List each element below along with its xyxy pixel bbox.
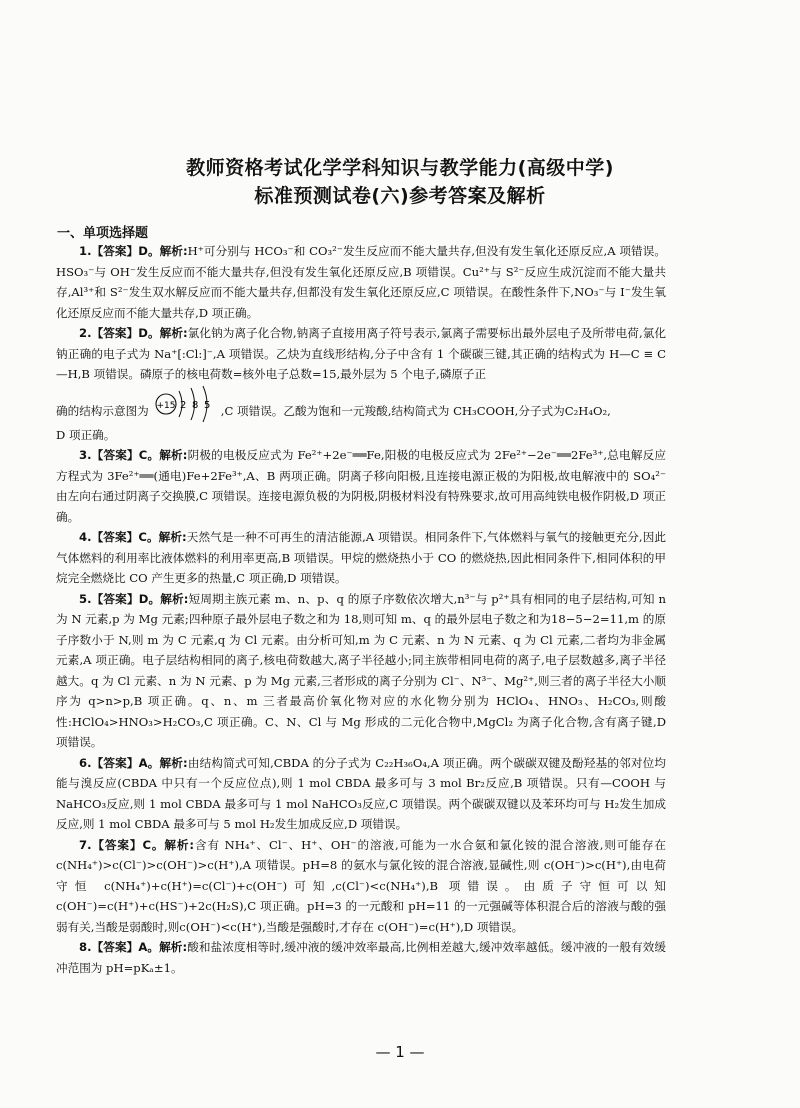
- answer-item-1: [56, 241, 666, 323]
- page-title: 教师资格考试化学学科知识与教学能力(高级中学): [186, 157, 614, 179]
- answer-item-5: [56, 589, 666, 753]
- answer-key: 【答案】C。解析:: [91, 448, 188, 462]
- answer-number: 4.: [79, 530, 92, 544]
- answer-item-4: [56, 527, 666, 589]
- answer-item-3: [56, 445, 666, 527]
- answer-text: 含有 NH₄⁺、Cl⁻、H⁺、OH⁻的溶液,可能为一水合氨和氯化铵的混合溶液,则可能存在 c(NH₄⁺)>c(Cl⁻)>c(OH⁻)>c(H⁺),A 项错误。pH=8 的氨水与氯化铵的混合溶液,显碱性,则 c(OH⁻)>c(H⁺),由电荷守恒 c(NH₄⁺)+c(H⁺)=c(Cl⁻)+c(OH⁻)可知,c(Cl⁻)<c(NH₄⁺),B 项错误。由质子守恒可以知 c(OH⁻)=c(H⁺)+c(HS⁻)+2c(H₂S),C 项正确。pH=3 的一元酸和 pH=11 的一元强碱等体积混合后的溶液与酸的强弱有关,当酸是弱酸时,则c(OH⁻)<c(H⁺),当酸是强酸时,才存在 c(OH⁻)=c(H⁺),D 项错误。: [56, 837, 666, 934]
- answer-item-2: [56, 323, 666, 385]
- answer-item-2-end: [56, 425, 666, 446]
- answer-list: [56, 241, 666, 978]
- answer-text: 氯化钠为离子化合物,钠离子直接用离子符号表示,氯离子需要标出最外层电子及所带电荷,氯化钠正确的电子式为 Na⁺[:Cl:]⁻,A 项错误。乙炔为直线形结构,分子中含有 1 个碳碳三键,其正确的结构式为 H—C ≡ C—H,B 项错误。磷原子的核电荷数=核外电子总数=15,最外层为 5 个电子,磷原子正: [56, 326, 667, 381]
- answer-number: 8.: [79, 940, 92, 954]
- answer-number: 1.: [79, 244, 92, 258]
- answer-key: 【答案】A。解析:: [91, 940, 188, 954]
- page-subtitle: 标准预测试卷(六)参考答案及解析: [254, 185, 546, 207]
- answer-key: 【答案】A。解析:: [91, 755, 188, 770]
- atom-shell-3-electrons: 5: [203, 399, 211, 411]
- answer-text: D 项正确。: [56, 427, 116, 442]
- answer-number: 5.: [79, 591, 92, 606]
- answer-text: 天然气是一种不可再生的清洁能源,A 项错误。相同条件下,气体燃料与氧气的接触更充分,因此气体燃料的利用率比液体燃料的利用率更高,B 项错误。甲烷的燃烧热小于 CO 的燃烧热,因此相同条件下,相同体积的甲烷完全燃烧比 CO 产生更多的热量,C 项正确,D 项错误。: [56, 530, 666, 585]
- section-heading: 一、单项选择题: [57, 226, 149, 241]
- answer-text: 确的结构示意图为: [56, 403, 149, 418]
- answer-number: 7.: [79, 837, 92, 852]
- answer-text: 阴极的电极反应式为 Fe²⁺+2e⁻══Fe,阳极的电极反应式为 2Fe²⁺−2e⁻══2Fe³⁺,总电解反应方程式为 3Fe²⁺══(通电)Fe+2Fe³⁺,A、B 两项正确。阴离子移向阳极,且连接电源正极的为阳极,故电解液中的 SO₄²⁻由左向右通过阴离子交换膜,C 项错误。连接电源负极的为阴极,阴极材料没有特殊要求,故可用高纯铁电极作阴极,D 项正确。: [56, 448, 666, 524]
- answer-item-6: [56, 753, 666, 835]
- answer-item-8: [56, 937, 666, 978]
- answer-number: 6.: [79, 755, 92, 770]
- phosphorus-atom-structure-diagram: [153, 385, 217, 439]
- answer-number: 2.: [79, 326, 92, 340]
- answer-text: 酸和盐浓度相等时,缓冲液的缓冲效率最高,比例相差越大,缓冲效率越低。缓冲液的一般有效缓冲范围为 pH=pKₐ±1。: [56, 940, 666, 975]
- answer-text: H⁺可分别与 HCO₃⁻和 CO₃²⁻发生反应而不能大量共存,但没有发生氧化还原反应,A 项错误。HSO₃⁻与 OH⁻发生反应而不能大量共存,但没有发生氧化还原反应,B 项错误。Cu²⁺与 S²⁻反应生成沉淀而不能大量共存,Al³⁺和 S²⁻发生双水解反应而不能大量共存,但都没有发生氧化还原反应,C 项错误。在酸性条件下,NO₃⁻与 I⁻发生氧化还原反应而不能大量共存,D 项正确。: [56, 244, 666, 320]
- answer-text: 短周期主族元素 m、n、p、q 的原子序数依次增大,n³⁻与 p²⁺具有相同的电子层结构,可知 n 为 N 元素,p 为 Mg 元素;四种原子最外层电子数之和为 18,则可知 m、q 的最外层电子数之和为18−5−2=11,m 的原子序数小于 N,则 m 为 C 元素,q 为 Cl 元素。由分析可知,m 为 C 元素、n 为 N 元素、q 为 Cl 元素,二者均为非金属元素,A 项正确。电子层结构相同的离子,核电荷数越大,离子半径越小;同主族带相同电荷的离子,电子层数越多,离子半径越大。q 为 Cl 元素、n 为 N 元素、p 为 Mg 元素,三者形成的离子分别为 Cl⁻、N³⁻、Mg²⁺,则三者的离子半径大小顺序为 q>n>p,B 项正确。q、n、m 三者最高价氧化物对应的水化物分别为 HClO₄、HNO₃、H₂CO₃,则酸性:HClO₄>HNO₃>H₂CO₃,C 项正确。C、N、Cl 与 Mg 形成的二元化合物中,MgCl₂ 为离子化合物,含有离子键,D 项错误。: [56, 591, 666, 749]
- answer-text: ,C 项错误。乙酸为饱和一元羧酸,结构简式为 CH₃COOH,分子式为C₂H₄O₂,: [220, 403, 611, 418]
- answer-key: 【答案】D。解析:: [91, 326, 188, 340]
- atom-nucleus-charge: +15: [156, 400, 176, 411]
- answer-key: 【答案】D。解析:: [91, 244, 188, 258]
- answer-key: 【答案】C。解析:: [91, 837, 195, 852]
- atom-shell-2-electrons: 8: [191, 399, 199, 411]
- answer-key: 【答案】D。解析:: [91, 591, 189, 606]
- answer-key: 【答案】C。解析:: [91, 530, 187, 544]
- answer-item-7: [56, 835, 666, 938]
- atom-shell-1-electrons: 2: [179, 399, 187, 411]
- page-number: — 1 —: [375, 1043, 425, 1061]
- answer-item-2-diagram-line: [56, 385, 666, 425]
- answer-number: 3.: [79, 448, 92, 462]
- answer-text: 由结构简式可知,CBDA 的分子式为 C₂₂H₃₆O₄,A 项正确。两个碳碳双键及酚羟基的邻对位均能与溴反应(CBDA 中只有一个反应位点),则 1 mol CBDA 最多可与 3 mol Br₂反应,B 项错误。只有—COOH 与 NaHCO₃反应,则 1 mol CBDA 最多可与 1 mol NaHCO₃反应,C 项错误。两个碳碳双键以及苯环均可与 H₂发生加成反应,则 1 mol CBDA 最多可与 5 mol H₂发生加成反应,D 项错误。: [56, 755, 666, 831]
